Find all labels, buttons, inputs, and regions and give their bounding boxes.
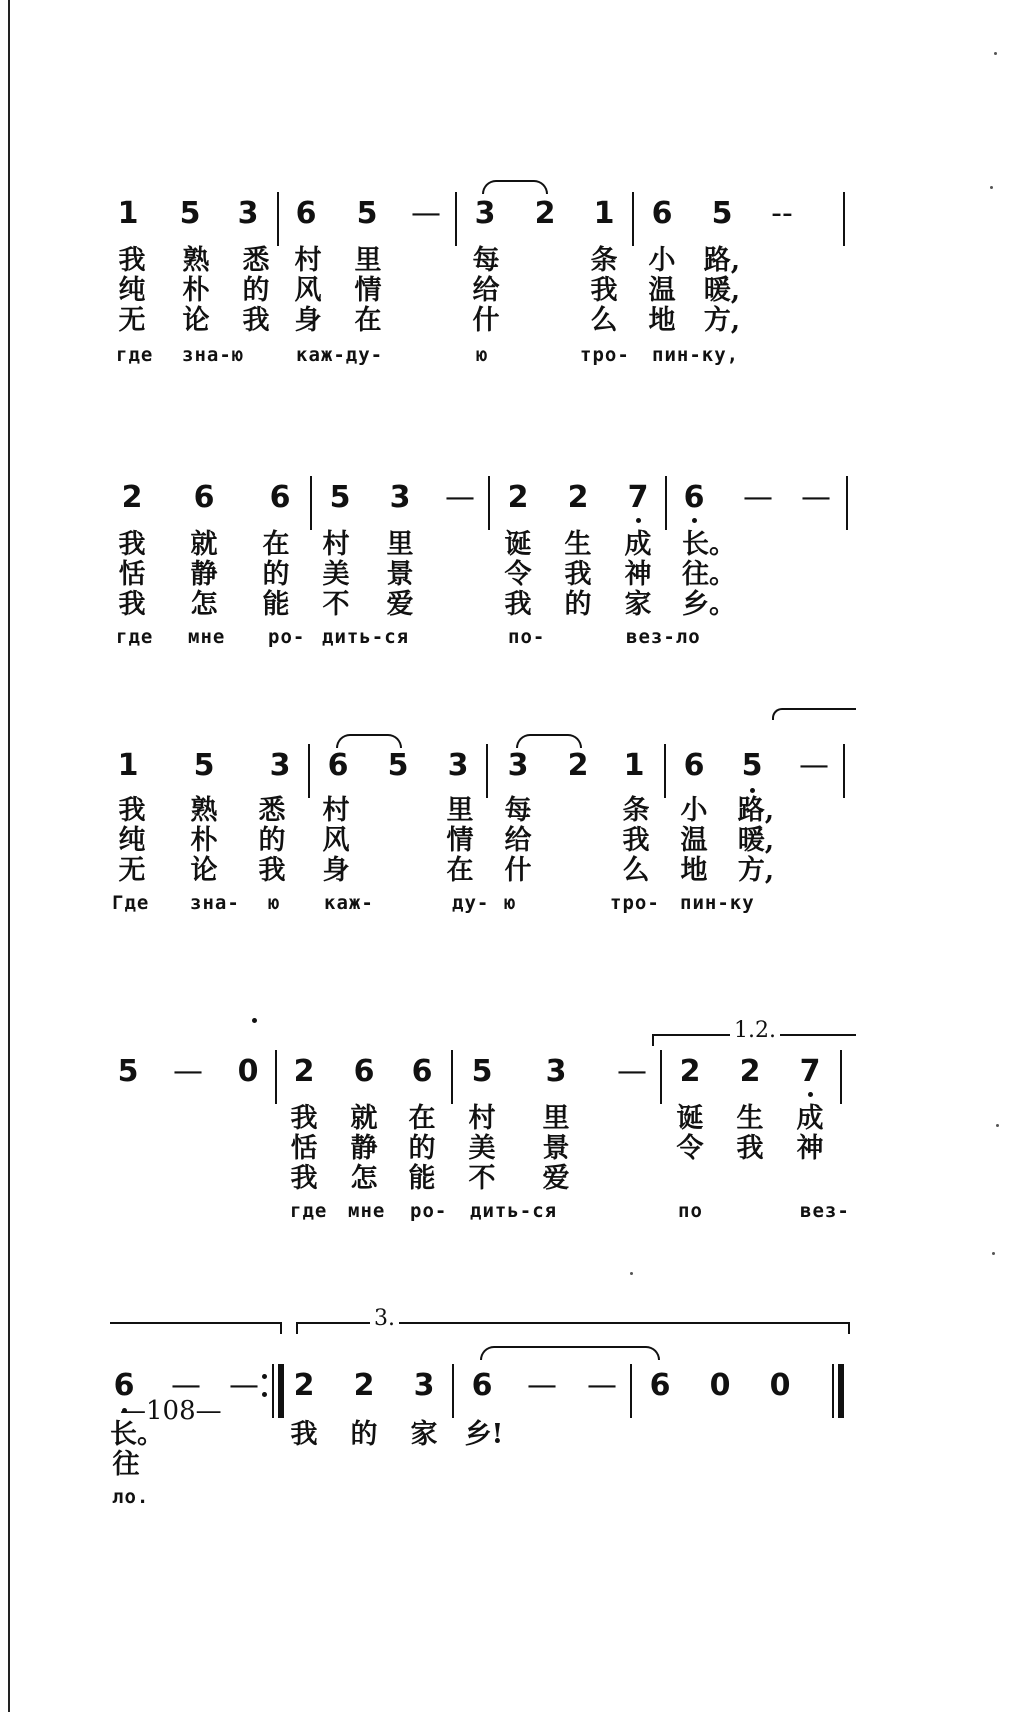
note: 2 [679,1054,701,1089]
barline [455,192,457,246]
lyric-syllable: 神 [796,1133,824,1164]
lower-octave-dot [750,788,755,793]
lyric-syllable: 令 [676,1133,704,1164]
note: 5 [387,748,409,783]
note: 1 [117,196,139,231]
lyric-syllable: 我 [258,855,286,886]
note: 6 [269,480,291,515]
note: 3 [413,1368,435,1403]
lyric-syllable: ю [504,892,517,914]
lyric-syllable: 能 [408,1163,436,1194]
lyric-syllable: 风 [322,825,350,856]
lyric-syllable: дить-ся [322,626,410,648]
lyric-syllable: 在 [446,855,474,886]
note: 2 [353,1368,375,1403]
lyric-syllable: 我 [564,559,592,590]
lyric-syllable: 的 [258,825,286,856]
lyric-syllable: 路, [737,795,775,826]
barline [843,192,845,246]
lyric-syllable: 情 [354,275,382,306]
barline [272,1364,274,1418]
lyric-syllable: 什 [472,305,500,336]
lyric-syllable: 村 [322,795,350,826]
lyric-syllable: Где [112,892,150,914]
lyric-syllable: дить-ся [470,1200,558,1222]
lyric-syllable: 往 [112,1449,140,1480]
barline [665,476,667,530]
lyric-syllable: 村 [322,529,350,560]
lyric-syllable: 条 [622,795,650,826]
barline [308,744,310,798]
lyric-syllable: 我 [118,245,146,276]
scan-speck [996,1124,999,1127]
third-ending-bracket [296,1306,850,1334]
lyric-syllable: каж-ду- [296,344,384,366]
barline [452,1364,454,1418]
scan-speck [630,1272,633,1275]
barline [660,1050,662,1104]
note: 0 [769,1368,791,1403]
lyric-syllable: 的 [408,1133,436,1164]
note: — [801,480,831,515]
lyric-syllable: 朴 [182,275,210,306]
lyric-syllable: 里 [354,245,382,276]
slur [482,180,548,194]
barline [451,1050,453,1104]
lyric-syllable: 我 [590,275,618,306]
note: 6 [471,1368,493,1403]
volta-label: 1.2. [730,1020,780,1042]
note: 5 [356,196,378,231]
barline [846,476,848,530]
lyric-syllable: 条 [590,245,618,276]
barline [840,1050,842,1104]
note: 5 [179,196,201,231]
lyric-syllable: 在 [408,1103,436,1134]
note: — [411,196,441,231]
lyric-syllable: 我 [290,1163,318,1194]
note: 5 [329,480,351,515]
note: 1 [623,748,645,783]
lyric-syllable: ду- [452,892,490,914]
note: 3 [507,748,529,783]
note: — [445,480,475,515]
note: 3 [474,196,496,231]
lyric-syllable: 能 [262,589,290,620]
lyric-syllable: 论 [190,855,218,886]
lyric-syllable: 美 [468,1133,496,1164]
note: 6 [411,1054,433,1089]
volta-label: 3. [370,1308,399,1330]
russian-lyric-line [0,888,1024,920]
lyric-syllable: ю [476,344,489,366]
lyric-syllable: где [116,626,154,648]
lyric-syllable: 我 [504,589,532,620]
barline [275,1050,277,1104]
lyric-syllable: 爱 [542,1163,570,1194]
lyric-syllable: 我 [622,825,650,856]
lyric-syllable: 么 [590,305,618,336]
lyric-syllable: 路, [703,245,741,276]
note: — [173,1054,203,1089]
lyric-syllable: 恬 [118,559,146,590]
lyric-syllable: 每 [504,795,532,826]
russian-lyric-line [0,622,1024,654]
lyric-syllable: 无 [118,305,146,336]
russian-lyric-line [0,1482,1024,1514]
lyric-syllable: 的 [350,1419,378,1450]
russian-lyric-line [0,340,1024,372]
lyric-syllable: 就 [190,529,218,560]
lyric-syllable: 长。 [110,1419,164,1450]
lyric-syllable: где [290,1200,328,1222]
lyric-syllable: мне [188,626,226,648]
lyric-syllable: 小 [648,245,676,276]
lyric-syllable: 无 [118,855,146,886]
lyric-syllable: 悉 [242,245,270,276]
note: 1 [593,196,615,231]
repeat-dot [262,1392,267,1397]
lyric-syllable: 身 [322,855,350,886]
page-number: —108— [120,1396,222,1426]
scan-speck [990,186,993,189]
note: 6 [651,196,673,231]
lyric-syllable: 悉 [258,795,286,826]
note: — [743,480,773,515]
lyric-syllable: 在 [354,305,382,336]
note: 7 [627,480,649,515]
lyric-syllable: 神 [624,559,652,590]
note: 5 [741,748,763,783]
lyric-syllable: 怎 [350,1163,378,1194]
lyric-syllable: 不 [468,1163,496,1194]
barline [488,476,490,530]
note: — [617,1054,647,1089]
lyric-line [0,306,1024,338]
lyric-syllable: 乡! [464,1419,504,1450]
first-second-ending-bracket [652,1018,856,1046]
lyric-line [0,246,1024,278]
lyric-line [0,590,1024,622]
lyric-syllable: 熟 [182,245,210,276]
lyric-syllable: 我 [242,305,270,336]
lyric-syllable: тро- [610,892,660,914]
repeat-dot [262,1374,267,1379]
lyric-syllable: 长。 [682,529,736,560]
lyric-syllable: 温 [680,825,708,856]
lyric-syllable: 里 [446,795,474,826]
lyric-syllable: 不 [322,589,350,620]
lyric-syllable: 怎 [190,589,218,620]
lyric-syllable: тро- [580,344,630,366]
lyric-syllable: 就 [350,1103,378,1134]
lyric-line [0,276,1024,308]
lyric-syllable: 令 [504,559,532,590]
lyric-syllable: 地 [680,855,708,886]
lyric-syllable: вез-ло [626,626,701,648]
lyric-syllable: 恬 [290,1133,318,1164]
lyric-syllable: 爱 [386,589,414,620]
note: — [587,1368,617,1403]
lyric-syllable: 成 [624,529,652,560]
note: 6 [193,480,215,515]
lyric-syllable: 纯 [118,825,146,856]
lyric-syllable: 熟 [190,795,218,826]
lyric-syllable: 每 [472,245,500,276]
lyric-syllable: ю [268,892,281,914]
note: 6 [683,480,705,515]
lyric-syllable: 温 [648,275,676,306]
lyric-syllable: 景 [386,559,414,590]
barline [310,476,312,530]
slur [516,734,582,748]
note: 5 [193,748,215,783]
lyric-syllable: ро- [268,626,306,648]
lyric-line [0,826,1024,858]
note: 2 [121,480,143,515]
lyric-syllable: зна- [190,892,240,914]
lyric-syllable: 论 [182,305,210,336]
note: 2 [567,748,589,783]
lyric-syllable: 静 [350,1133,378,1164]
note: 3 [545,1054,567,1089]
barline [486,744,488,798]
note: — [527,1368,557,1403]
lyric-syllable: 诞 [676,1103,704,1134]
lyric-syllable: 情 [446,825,474,856]
note: 2 [507,480,529,515]
lyric-syllable: 的 [262,559,290,590]
lyric-syllable: 村 [468,1103,496,1134]
lyric-syllable: 朴 [190,825,218,856]
russian-lyric-line [0,1196,1024,1228]
lyric-syllable: 我 [118,589,146,620]
tie [480,1346,660,1360]
lyric-syllable: 生 [736,1103,764,1134]
lyric-syllable: по- [508,626,546,648]
lyric-syllable: 给 [472,275,500,306]
note: 2 [293,1368,315,1403]
lyric-syllable: 我 [118,795,146,826]
lyric-syllable: 纯 [118,275,146,306]
note: 1 [117,748,139,783]
lyric-syllable: 在 [262,529,290,560]
note: 6 [113,1368,135,1403]
lyric-syllable: по [678,1200,703,1222]
note: 5 [117,1054,139,1089]
lyric-syllable: 家 [410,1419,438,1450]
lyric-syllable: пин-ку [680,892,755,914]
note: 3 [447,748,469,783]
note: 2 [739,1054,761,1089]
barline [632,192,634,246]
lyric-syllable: 小 [680,795,708,826]
note: 6 [353,1054,375,1089]
lyric-syllable: ло. [112,1486,150,1508]
note: — [799,748,829,783]
lyric-syllable: 里 [542,1103,570,1134]
lyric-syllable: 我 [290,1419,318,1450]
lyric-syllable: 什 [504,855,532,886]
lyric-syllable: 成 [796,1103,824,1134]
lyric-syllable: 往。 [682,559,736,590]
lyric-line [0,796,1024,828]
lyric-syllable: где [116,344,154,366]
lyric-syllable: 景 [542,1133,570,1164]
first-second-ending-continuation [110,1322,282,1334]
lower-octave-dot [692,518,697,523]
lyric-syllable: 地 [648,305,676,336]
lyric-line [0,1164,1024,1196]
lyric-syllable: 诞 [504,529,532,560]
tie-line [772,708,856,720]
lyric-syllable: каж- [324,892,374,914]
lyric-line [0,856,1024,888]
note: 3 [269,748,291,783]
lyric-syllable: 给 [504,825,532,856]
lyric-syllable: 生 [564,529,592,560]
slur [336,734,402,748]
note: 7 [799,1054,821,1089]
lyric-syllable: зна-ю [182,344,245,366]
lyric-syllable: 家 [624,589,652,620]
barline [630,1364,632,1418]
lyric-syllable: мне [348,1200,386,1222]
lyric-syllable: 暖, [703,275,741,306]
lyric-line [0,530,1024,562]
lyric-syllable: 美 [322,559,350,590]
scan-speck [992,1252,995,1255]
lyric-syllable: 村 [294,245,322,276]
note: — [229,1368,259,1403]
lyric-syllable: 暖, [737,825,775,856]
lyric-syllable: 静 [190,559,218,590]
note: 6 [649,1368,671,1403]
lower-octave-dot [808,1092,813,1097]
note: 0 [709,1368,731,1403]
note: 5 [711,196,733,231]
lyric-syllable: вез- [800,1200,850,1222]
note: 2 [534,196,556,231]
scan-speck [994,52,997,55]
lyric-syllable: 方, [737,855,775,886]
barline [843,744,845,798]
lyric-syllable: 乡。 [682,589,736,620]
note: 6 [295,196,317,231]
note: 0 [237,1054,259,1089]
lyric-syllable: 风 [294,275,322,306]
note: 6 [683,748,705,783]
barline [664,744,666,798]
final-barline-thick [838,1364,844,1418]
note: 3 [389,480,411,515]
note: 2 [567,480,589,515]
note: — [171,1368,201,1403]
lyric-line [0,1134,1024,1166]
lyric-line [0,560,1024,592]
lyric-syllable: 么 [622,855,650,886]
upper-octave-dot [252,1018,257,1023]
note: 3 [237,196,259,231]
note: -- [771,196,793,231]
lyric-syllable: ро- [410,1200,448,1222]
lyric-syllable: 我 [118,529,146,560]
lyric-syllable: 方, [703,305,741,336]
lyric-syllable: пин-ку, [652,344,740,366]
lyric-syllable: 身 [294,305,322,336]
lyric-syllable: 里 [386,529,414,560]
lyric-line [0,1450,1024,1482]
lyric-syllable: 我 [290,1103,318,1134]
lyric-line [0,1104,1024,1136]
lyric-syllable: 的 [564,589,592,620]
barline [277,192,279,246]
lower-octave-dot [636,518,641,523]
lyric-syllable: 的 [242,275,270,306]
note: 5 [471,1054,493,1089]
final-barline [832,1364,834,1418]
note: 6 [327,748,349,783]
note: 2 [293,1054,315,1089]
lyric-syllable: 我 [736,1133,764,1164]
